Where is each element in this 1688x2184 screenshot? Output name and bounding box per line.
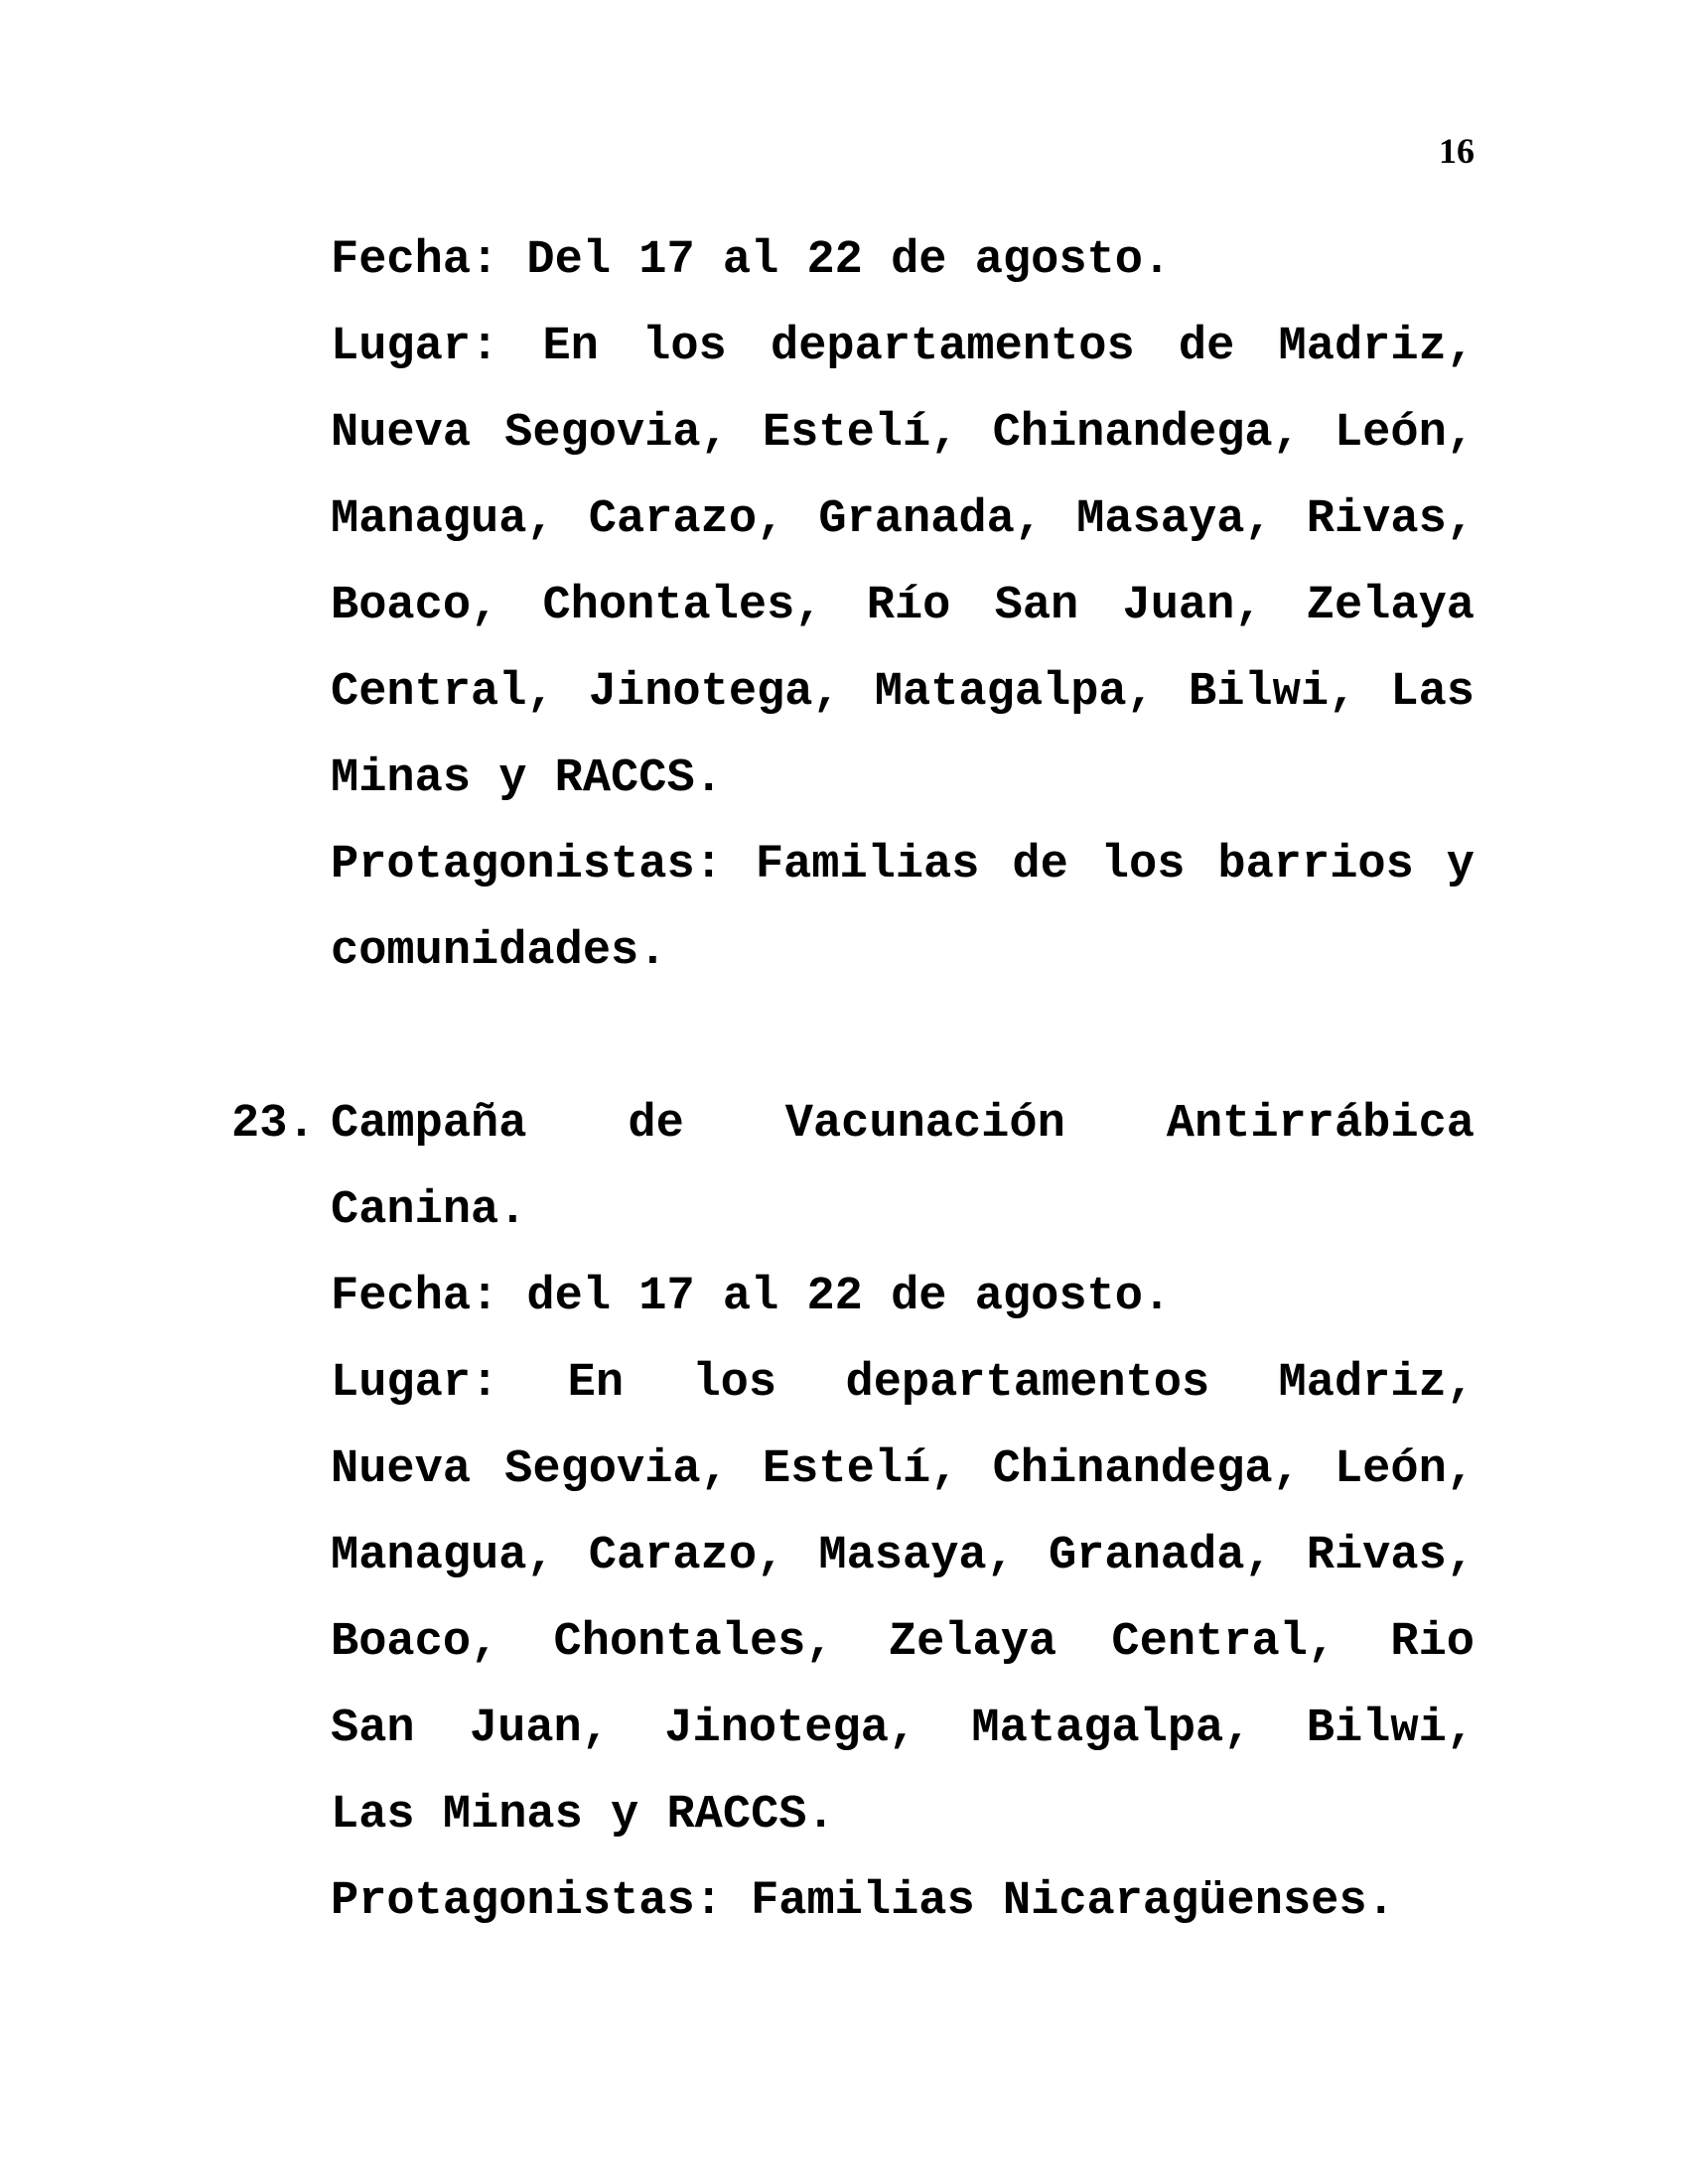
lugar-paragraph: Lugar: En los departamentos de Madriz, Nueva Segovia, Estelí, Chinandega, León, Managua, Carazo, Granada, Masaya, Rivas, Boaco, Chontales, Río San Juan, Zelaya Central, Jinotega, Matagalpa, Bilwi, Las Minas y RACCS. [331,321,1475,805]
lugar-paragraph: Lugar: En los departamentos Madriz, Nueva Segovia, Estelí, Chinandega, León, Managua, Carazo, Masaya, Granada, Rivas, Boaco, Chontales, Zelaya Central, Rio San Juan, Jinotega, Matagalpa, Bilwi, Las Minas y RACCS. [331,1357,1475,1842]
page-number: 16 [1439,131,1475,171]
item-23-block [231,1081,1475,1945]
protagonistas-paragraph: Protagonistas: Familias de los barrios y comunidades. [331,839,1475,978]
continuation-block [331,217,1475,995]
item-title: Campaña de Vacunación Antirrábica Canina. [331,1098,1475,1237]
protagonistas-line: Protagonistas: Familias Nicaragüenses. [331,1875,1395,1928]
fecha-line: Fecha: del 17 al 22 de agosto. [331,1271,1172,1323]
item-number: 23. [231,1098,316,1151]
fecha-line: Fecha: Del 17 al 22 de agosto. [331,234,1172,287]
